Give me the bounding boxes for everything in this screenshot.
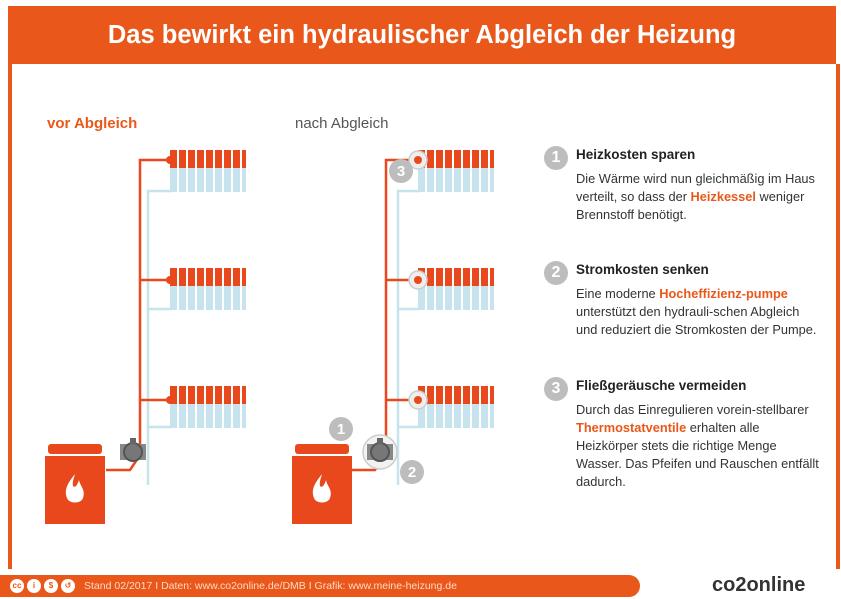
benefit-text: Eine moderne Hocheffizienz-pumpe unterstützt den hydrauli-schen Abgleich und reduziert die Stromkosten der Pumpe. xyxy=(576,286,817,337)
number-2-icon: 2 xyxy=(544,261,568,285)
badge-2-label: 2 xyxy=(407,464,417,481)
radiator-middle-icon xyxy=(170,268,246,310)
after-label: nach Abgleich xyxy=(295,115,389,132)
benefit-title: Fließgeräusche vermeiden xyxy=(576,378,747,393)
before-label: vor Abgleich xyxy=(47,115,138,132)
after-system xyxy=(292,150,494,524)
number-1-icon: 1 xyxy=(544,146,568,170)
page-title: Das bewirkt ein hydraulischer Abgleich der Heizung xyxy=(107,21,737,49)
benefit-item-1 xyxy=(544,146,819,224)
footer xyxy=(0,572,841,599)
pump-icon xyxy=(120,438,146,461)
benefit-text: Die Wärme wird nun gleichmäßig im Haus verteilt, so dass der Heizkessel weniger Brennstoff benötigt. xyxy=(576,171,815,222)
benefit-item-2 xyxy=(544,261,819,339)
radiator-middle-icon xyxy=(418,268,494,310)
by-icon: i xyxy=(27,579,41,593)
benefit-title: Heizkosten sparen xyxy=(576,147,696,162)
nc-icon: $ xyxy=(44,579,58,593)
sa-icon: ↺ xyxy=(61,579,75,593)
footer-credits: Stand 02/2017 I Daten: www.co2online.de/DMB I Grafik: www.meine-heizung.de xyxy=(84,580,457,592)
badge-1-label: 1 xyxy=(336,421,346,438)
highlight-term: Hocheffizienz-pumpe xyxy=(659,286,788,301)
benefit-text: Durch das Einregulieren vorein-stellbarer Thermostatventile erhalten alle Heizkörper stets die richtige Menge Wasser. Das Pfeifen und Rauschen entfällt dadurch. xyxy=(576,402,819,489)
brand-logo: co2online xyxy=(712,574,806,596)
benefit-item-3 xyxy=(544,377,819,491)
boiler-icon xyxy=(292,444,352,524)
highlight-term: Heizkessel xyxy=(690,189,756,204)
radiator-top-icon xyxy=(170,150,246,192)
radiator-bottom-icon xyxy=(418,386,494,428)
boiler-icon xyxy=(45,444,105,524)
badge-3-label: 3 xyxy=(396,163,406,180)
highlight-term: Thermostatventile xyxy=(576,420,687,435)
benefit-title: Stromkosten senken xyxy=(576,262,709,277)
cc-icon: cc xyxy=(10,579,24,593)
radiator-bottom-icon xyxy=(170,386,246,428)
before-system xyxy=(45,150,246,524)
radiator-top-icon xyxy=(418,150,494,192)
number-3-icon: 3 xyxy=(544,377,568,401)
